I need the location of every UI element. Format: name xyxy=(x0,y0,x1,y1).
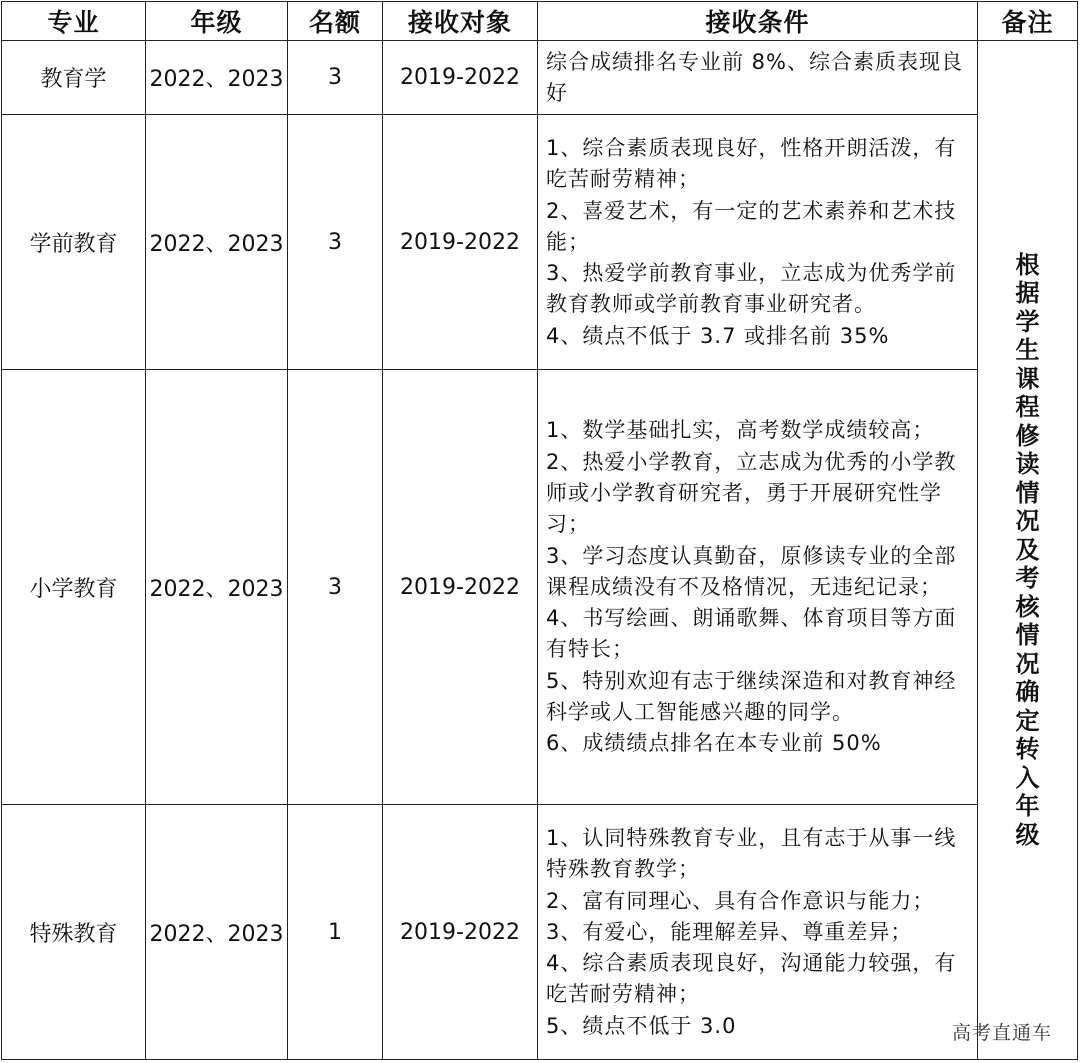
header-major: 专业 xyxy=(2,2,146,41)
condition-item: 6、成绩绩点排名在本专业前 50% xyxy=(546,731,882,756)
condition-item: 2、热爱小学教育，立志成为优秀的小学教师或小学教育研究者，勇于开展研究性学习； xyxy=(546,449,957,537)
major-cell: 教育学 xyxy=(2,41,146,115)
condition-item: 3、热爱学前教育事业，立志成为优秀学前教育教师或学前教育事业研究者。 xyxy=(546,261,957,317)
condition-item: 5、特别欢迎有志于继续深造和对教育神经科学或人工智能感兴趣的同学。 xyxy=(546,668,957,725)
condition-item: 3、有爱心，能理解差异、尊重差异； xyxy=(546,919,913,944)
conditions-cell xyxy=(538,115,978,370)
target-cell: 2019-2022 xyxy=(383,115,538,370)
condition-item: 1、认同特殊教育专业，且有志于从事一线特殊教育教学； xyxy=(546,825,957,882)
condition-item: 5、绩点不低于 3.0 xyxy=(546,1013,737,1038)
quota-cell: 1 xyxy=(288,805,383,1060)
grade-cell: 2022、2023 xyxy=(146,370,288,805)
conditions-cell xyxy=(538,370,978,805)
condition-item: 4、综合素质表现良好，沟通能力较强，有吃苦耐劳精神； xyxy=(546,951,957,1007)
condition-item: 3、学习态度认真勤奋，原修读专业的全部课程成绩没有不及格情况，无违纪记录； xyxy=(546,543,957,599)
grade-cell: 2022、2023 xyxy=(146,41,288,115)
table-row xyxy=(2,805,1078,1060)
table-row xyxy=(2,370,1078,805)
major-cell: 特殊教育 xyxy=(2,805,146,1060)
header-conditions: 接收条件 xyxy=(538,2,978,41)
grade-cell: 2022、2023 xyxy=(146,115,288,370)
target-cell: 2019-2022 xyxy=(383,805,538,1060)
target-cell: 2019-2022 xyxy=(383,41,538,115)
grade-cell: 2022、2023 xyxy=(146,805,288,1060)
note-cell xyxy=(978,41,1078,1060)
conditions-cell xyxy=(538,805,978,1060)
header-row xyxy=(2,2,1078,41)
quota-cell: 3 xyxy=(288,370,383,805)
condition-item: 4、绩点不低于 3.7 或排名前 35% xyxy=(546,323,890,348)
condition-item: 2、喜爱艺术，有一定的艺术素养和艺术技能； xyxy=(546,198,957,254)
condition-item: 4、书写绘画、朗诵歌舞、体育项目等方面有特长； xyxy=(546,606,957,662)
table-row xyxy=(2,115,1078,370)
table-row xyxy=(2,41,1078,115)
condition-item: 1、综合素质表现良好，性格开朗活泼，有吃苦耐劳精神； xyxy=(546,135,957,192)
watermark: 高考直通车 xyxy=(951,1022,1052,1044)
header-quota: 名额 xyxy=(288,2,383,41)
condition-item: 1、数学基础扎实，高考数学成绩较高； xyxy=(546,418,935,443)
target-cell: 2019-2022 xyxy=(383,370,538,805)
condition-item: 2、富有同理心、具有合作意识与能力； xyxy=(546,888,935,913)
header-target: 接收对象 xyxy=(383,2,538,41)
major-cell: 小学教育 xyxy=(2,370,146,805)
condition-item: 综合成绩排名专业前 8%、综合素质表现良好 xyxy=(546,49,963,105)
quota-cell: 3 xyxy=(288,41,383,115)
major-cell: 学前教育 xyxy=(2,115,146,370)
header-note: 备注 xyxy=(978,2,1078,41)
quota-cell: 3 xyxy=(288,115,383,370)
note-text: 根据学生课程修读情况及考核情况确定转入年级 xyxy=(1015,250,1040,849)
conditions-cell xyxy=(538,41,978,115)
transfer-admission-table xyxy=(1,1,1078,1060)
header-grade: 年级 xyxy=(146,2,288,41)
